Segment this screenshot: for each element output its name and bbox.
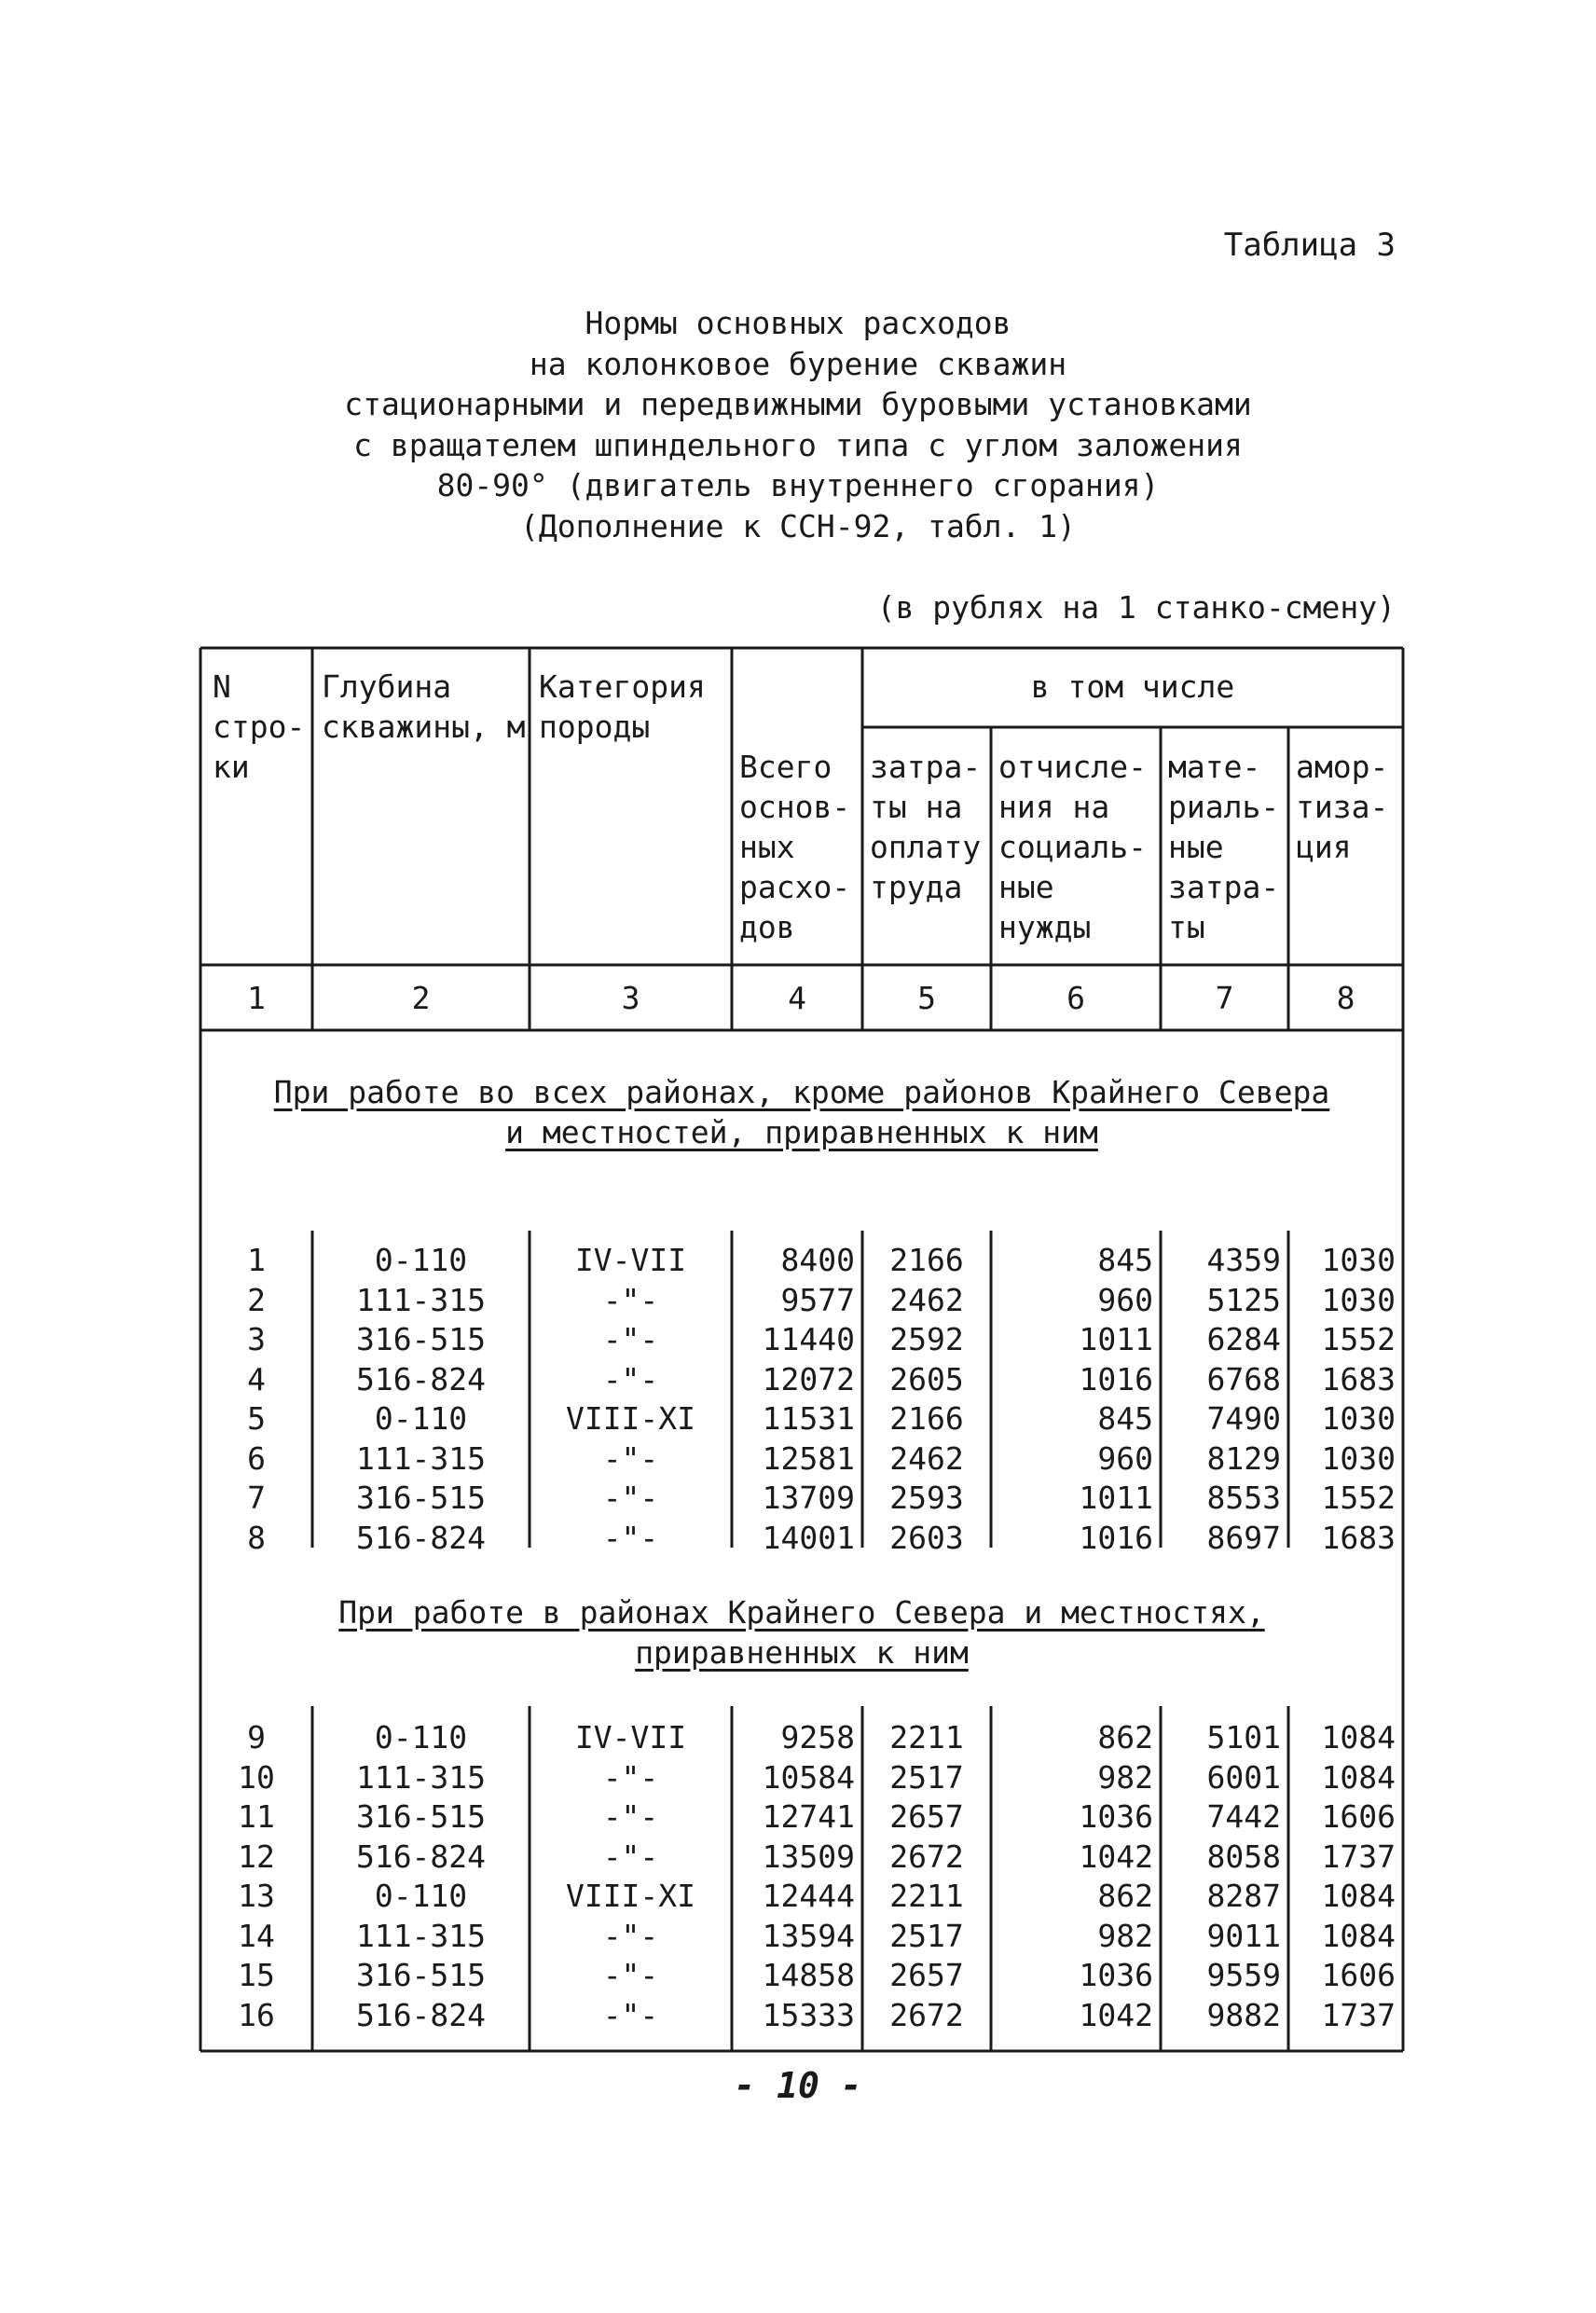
- table-cell: 8553: [1206, 1480, 1281, 1516]
- table-cell: -"-: [602, 1798, 659, 1835]
- table-cell: 960: [1097, 1439, 1153, 1477]
- table-cell: 1084: [1321, 1758, 1396, 1796]
- table-cell: 12444: [762, 1878, 855, 1914]
- table-cell: -"-: [602, 1957, 659, 1993]
- column-number: 6: [1066, 980, 1085, 1016]
- column-number: 4: [788, 980, 806, 1016]
- header-col3: Категория породы: [539, 668, 706, 745]
- table-cell: 862: [1097, 1719, 1153, 1755]
- table-cell: 9577: [780, 1281, 855, 1318]
- table-cell: 13: [238, 1878, 275, 1914]
- table-cell: 111-315: [355, 1439, 487, 1477]
- table-cell: 4359: [1206, 1242, 1281, 1278]
- table-cell: 6: [247, 1439, 266, 1477]
- header-col7: мате- риаль- ные затра- ты: [1168, 749, 1280, 945]
- table-cell: 14001: [762, 1519, 855, 1556]
- table-cell: 13509: [762, 1838, 855, 1875]
- table-cell: -"-: [602, 1917, 659, 1954]
- table-cell: 12072: [762, 1360, 855, 1397]
- table-cell: 2517: [889, 1758, 964, 1796]
- table-cell: 2: [247, 1281, 266, 1318]
- header-col5: затра- ты на оплату труда: [870, 749, 982, 905]
- table-cell: VIII-XI: [565, 1400, 696, 1437]
- table-cell: 12: [238, 1838, 275, 1875]
- table-cell: 13709: [762, 1480, 855, 1516]
- table-cell: 2657: [889, 1798, 964, 1835]
- table-cell: -"-: [602, 1519, 659, 1556]
- table-cell: 8129: [1206, 1439, 1281, 1477]
- table-cell: 1606: [1321, 1798, 1396, 1835]
- table-cell: 1016: [1079, 1519, 1153, 1556]
- table-cell: 9011: [1206, 1917, 1281, 1954]
- column-number: 7: [1215, 980, 1234, 1016]
- column-number: 3: [621, 980, 640, 1016]
- title-line: с вращателем шпиндельного типа с углом заложения: [353, 426, 1243, 463]
- table-cell: 2462: [889, 1281, 964, 1318]
- table-cell: 1552: [1321, 1480, 1396, 1516]
- column-number: 1: [247, 980, 266, 1016]
- table-cell: 7490: [1206, 1400, 1281, 1437]
- table-cell: 15: [238, 1957, 275, 1993]
- table-cell: 2593: [889, 1480, 964, 1516]
- table-cell: 9: [247, 1719, 266, 1755]
- table-cell: 316-515: [355, 1957, 487, 1993]
- table-cell: -"-: [602, 1758, 659, 1796]
- table-cell: 16: [238, 1996, 275, 2033]
- page-number: - 10 -: [734, 2065, 862, 2106]
- table-cell: 11: [238, 1798, 275, 1835]
- table-cell: -"-: [602, 1360, 659, 1397]
- table-cell: 845: [1097, 1242, 1153, 1278]
- table-cell: 111-315: [355, 1281, 487, 1318]
- column-number: 8: [1336, 980, 1355, 1016]
- table-cell: 316-515: [355, 1321, 487, 1357]
- table-cell: -"-: [602, 1480, 659, 1516]
- table-cell: 8058: [1206, 1838, 1281, 1875]
- table-cell: 11531: [762, 1400, 855, 1437]
- table-cell: 111-315: [355, 1917, 487, 1954]
- table-cell: 6284: [1206, 1321, 1281, 1357]
- table-cell: 2672: [889, 1996, 964, 2033]
- table-cell: 2657: [889, 1957, 964, 1993]
- table-cell: 2166: [889, 1400, 964, 1437]
- table-cell: 111-315: [355, 1758, 487, 1796]
- table-cell: 14858: [762, 1957, 855, 1993]
- table-cell: 2211: [889, 1878, 964, 1914]
- table-cell: 1030: [1321, 1281, 1396, 1318]
- table-cell: 516-824: [355, 1519, 487, 1556]
- table-cell: IV-VII: [574, 1719, 687, 1755]
- header-group: в том числе: [1030, 668, 1235, 705]
- header-col6: отчисле- ния на социаль- ные нужды: [998, 749, 1147, 945]
- header-col8: амор- тиза- ция: [1296, 749, 1389, 865]
- table-cell: 1011: [1079, 1480, 1153, 1516]
- table-cell: 982: [1097, 1758, 1153, 1796]
- column-number: 2: [411, 980, 431, 1016]
- table-cell: 0-110: [374, 1719, 468, 1755]
- table-cell: 2517: [889, 1917, 964, 1954]
- title-line: стационарными и передвижными буровыми установками: [344, 386, 1252, 422]
- table-cell: 1606: [1321, 1957, 1396, 1993]
- table-cell: 5: [247, 1400, 266, 1437]
- table-cell: 862: [1097, 1878, 1153, 1914]
- table-cell: 1042: [1079, 1838, 1153, 1875]
- table-cell: 960: [1097, 1281, 1153, 1318]
- table-cell: 1030: [1321, 1242, 1396, 1278]
- table-label: Таблица 3: [1223, 227, 1396, 264]
- table-cell: 1552: [1321, 1321, 1396, 1357]
- table-cell: 1036: [1079, 1957, 1153, 1993]
- table-cell: 11440: [762, 1321, 855, 1357]
- table-cell: 1683: [1321, 1519, 1396, 1556]
- table-cell: 2211: [889, 1719, 964, 1755]
- table-cell: 2166: [889, 1242, 964, 1278]
- table-cell: 0-110: [374, 1878, 468, 1914]
- table-cell: -"-: [602, 1321, 659, 1357]
- table-cell: 1030: [1321, 1400, 1396, 1437]
- table-cell: 9559: [1206, 1957, 1281, 1993]
- table-cell: 1011: [1079, 1321, 1153, 1357]
- table-cell: 1683: [1321, 1360, 1396, 1397]
- table-cell: -"-: [602, 1439, 659, 1477]
- table-cell: 1084: [1321, 1917, 1396, 1954]
- table-cell: 2603: [889, 1519, 964, 1556]
- table-cell: 1737: [1321, 1838, 1396, 1875]
- table-cell: 9882: [1206, 1996, 1281, 2033]
- title-line: на колонковое бурение скважин: [529, 345, 1067, 382]
- table-cell: 6768: [1206, 1360, 1281, 1397]
- table-cell: 1036: [1079, 1798, 1153, 1835]
- section-title: При работе в районах Крайнего Севера и местностях, приравненных к ним: [338, 1594, 1265, 1671]
- table-cell: 4: [247, 1360, 266, 1397]
- table-cell: 1084: [1321, 1878, 1396, 1914]
- table-cell: 5101: [1206, 1719, 1281, 1755]
- table-cell: 15333: [762, 1996, 855, 2033]
- table-cell: 14: [238, 1917, 275, 1954]
- table-cell: 7442: [1206, 1798, 1281, 1835]
- table-cell: 1: [247, 1242, 266, 1278]
- title-line: Нормы основных расходов: [585, 305, 1011, 341]
- table-cell: 2605: [889, 1360, 964, 1397]
- units-note: (в рублях на 1 станко-смену): [876, 589, 1396, 626]
- table-cell: 316-515: [355, 1798, 487, 1835]
- table-cell: 13594: [762, 1917, 855, 1954]
- table-cell: 12581: [762, 1439, 855, 1477]
- table-cell: 845: [1097, 1400, 1153, 1437]
- table-cell: 316-515: [355, 1480, 487, 1516]
- title-line: 80-90° (двигатель внутреннего сгорания): [436, 467, 1160, 503]
- table-cell: 1030: [1321, 1439, 1396, 1477]
- table-cell: -"-: [602, 1281, 659, 1318]
- table-cell: 2672: [889, 1838, 964, 1875]
- table-cell: 2462: [889, 1439, 964, 1477]
- table-cell: 516-824: [355, 1996, 487, 2033]
- table-cell: 1042: [1079, 1996, 1153, 2033]
- table-cell: 1737: [1321, 1996, 1396, 2033]
- column-number: 5: [917, 980, 936, 1016]
- table-cell: -"-: [602, 1996, 659, 2033]
- table-cell: VIII-XI: [565, 1878, 696, 1914]
- table-cell: -"-: [602, 1838, 659, 1875]
- table-cell: 8287: [1206, 1878, 1281, 1914]
- table-cell: 0-110: [374, 1400, 468, 1437]
- table-cell: 982: [1097, 1917, 1153, 1954]
- table-cell: 8697: [1206, 1519, 1281, 1556]
- table-cell: 8400: [780, 1242, 855, 1278]
- title-line: (Дополнение к ССН-92, табл. 1): [519, 507, 1077, 544]
- table-cell: 7: [247, 1480, 266, 1516]
- table-cell: IV-VII: [574, 1242, 687, 1278]
- table-cell: 8: [247, 1519, 266, 1556]
- table-cell: 10584: [762, 1758, 855, 1796]
- header-col4: Всего основ- ных расхо- дов: [739, 749, 851, 945]
- table-cell: 5125: [1206, 1281, 1281, 1318]
- table-cell: 10: [238, 1758, 275, 1796]
- table-cell: 9258: [780, 1719, 855, 1755]
- table-cell: 2592: [889, 1321, 964, 1357]
- header-col1: N стро- ки: [213, 668, 306, 785]
- table-cell: 12741: [762, 1798, 855, 1835]
- header-col2: Глубина скважины, м: [322, 668, 526, 745]
- section-title: При работе во всех районах, кроме районов Крайнего Севера и местностей, приравненных к ним: [273, 1074, 1330, 1150]
- table-cell: 1016: [1079, 1360, 1153, 1397]
- table-cell: 6001: [1206, 1758, 1281, 1796]
- table-cell: 3: [247, 1321, 266, 1357]
- table-cell: 1084: [1321, 1719, 1396, 1755]
- table-cell: 0-110: [374, 1242, 468, 1278]
- table-cell: 516-824: [355, 1360, 487, 1397]
- table-cell: 516-824: [355, 1838, 487, 1875]
